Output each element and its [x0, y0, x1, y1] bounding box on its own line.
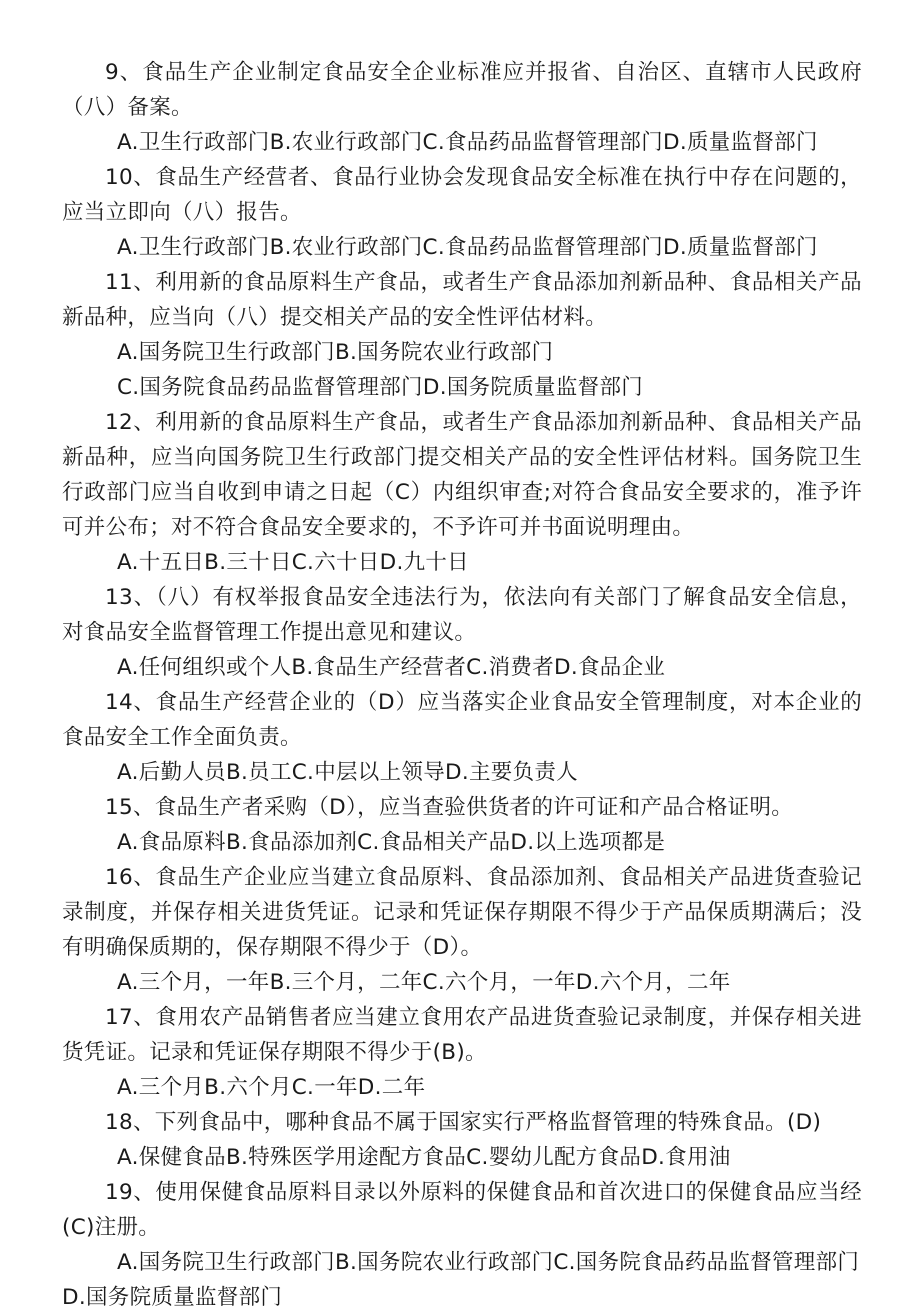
question-18-options: A.保健食品B.特殊医学用途配方食品C.婴幼儿配方食品D.食用油 — [117, 1145, 731, 1170]
question-16-stem: 16、食品生产企业应当建立食品原料、食品添加剂、食品相关产品进货查验记录制度，并保存相关进货凭证。记录和凭证保存期限不得少于产品保质期满后；没有明确保质期的，保存期限不得少于（D）。 — [62, 865, 862, 960]
question-13-options: A.任何组织或个人B.食品生产经营者C.消费者D.食品企业 — [117, 655, 666, 680]
question-18-stem: 18、下列食品中，哪种食品不属于国家实行严格监督管理的特殊食品。(D) — [105, 1110, 822, 1135]
question-12-options: A.十五日B.三十日C.六十日D.九十日 — [117, 550, 469, 575]
question-15-options: A.食品原料B.食品添加剂C.食品相关产品D.以上选项都是 — [117, 830, 666, 855]
question-11-options-line-2: C.国务院食品药品监督管理部门D.国务院质量监督部门 — [117, 375, 644, 400]
question-16-options: A.三个月，一年B.三个月，二年C.六个月，一年D.六个月，二年 — [117, 970, 731, 995]
question-9-options: A.卫生行政部门B.农业行政部门C.食品药品监督管理部门D.质量监督部门 — [117, 130, 818, 155]
question-15-stem: 15、食品生产者采购（D），应当查验供货者的许可证和产品合格证明。 — [105, 795, 794, 820]
document-page — [62, 55, 862, 1315]
question-14-stem: 14、食品生产经营企业的（D）应当落实企业食品安全管理制度，对本企业的食品安全工作全面负责。 — [62, 690, 862, 750]
question-9-stem: 9、食品生产企业制定食品安全企业标准应并报省、自治区、直辖市人民政府（八）备案。 — [62, 60, 862, 120]
question-12-stem: 12、利用新的食品原料生产食品，或者生产食品添加剂新品种、食品相关产品新品种，应当向国务院卫生行政部门提交相关产品的安全性评估材料。国务院卫生行政部门应当自收到申请之日起（C）内组织审查;对符合食品安全要求的，准予许可并公布；对不符合食品安全要求的，不予许可并书面说明理由。 — [62, 410, 862, 540]
question-14-options: A.后勤人员B.员工C.中层以上领导D.主要负责人 — [117, 760, 578, 785]
question-19-stem: 19、使用保健食品原料目录以外原料的保健食品和首次进口的保健食品应当经(C)注册。 — [62, 1180, 862, 1240]
question-17-options: A.三个月B.六个月C.一年D.二年 — [117, 1075, 426, 1100]
question-11-options-line-1: A.国务院卫生行政部门B.国务院农业行政部门 — [117, 340, 554, 365]
question-19-options: A.国务院卫生行政部门B.国务院农业行政部门C.国务院食品药品监督管理部门D.国务院质量监督部门 — [62, 1250, 860, 1310]
question-10-options: A.卫生行政部门B.农业行政部门C.食品药品监督管理部门D.质量监督部门 — [117, 235, 818, 260]
question-10-stem: 10、食品生产经营者、食品行业协会发现食品安全标准在执行中存在问题的，应当立即向（八）报告。 — [62, 165, 862, 225]
question-13-stem: 13、（八）有权举报食品安全违法行为，依法向有关部门了解食品安全信息，对食品安全监督管理工作提出意见和建议。 — [62, 585, 862, 645]
question-11-stem: 11、利用新的食品原料生产食品，或者生产食品添加剂新品种、食品相关产品新品种，应当向（八）提交相关产品的安全性评估材料。 — [62, 270, 862, 330]
question-17-stem: 17、食用农产品销售者应当建立食用农产品进货查验记录制度，并保存相关进货凭证。记录和凭证保存期限不得少于(B)。 — [62, 1005, 862, 1065]
